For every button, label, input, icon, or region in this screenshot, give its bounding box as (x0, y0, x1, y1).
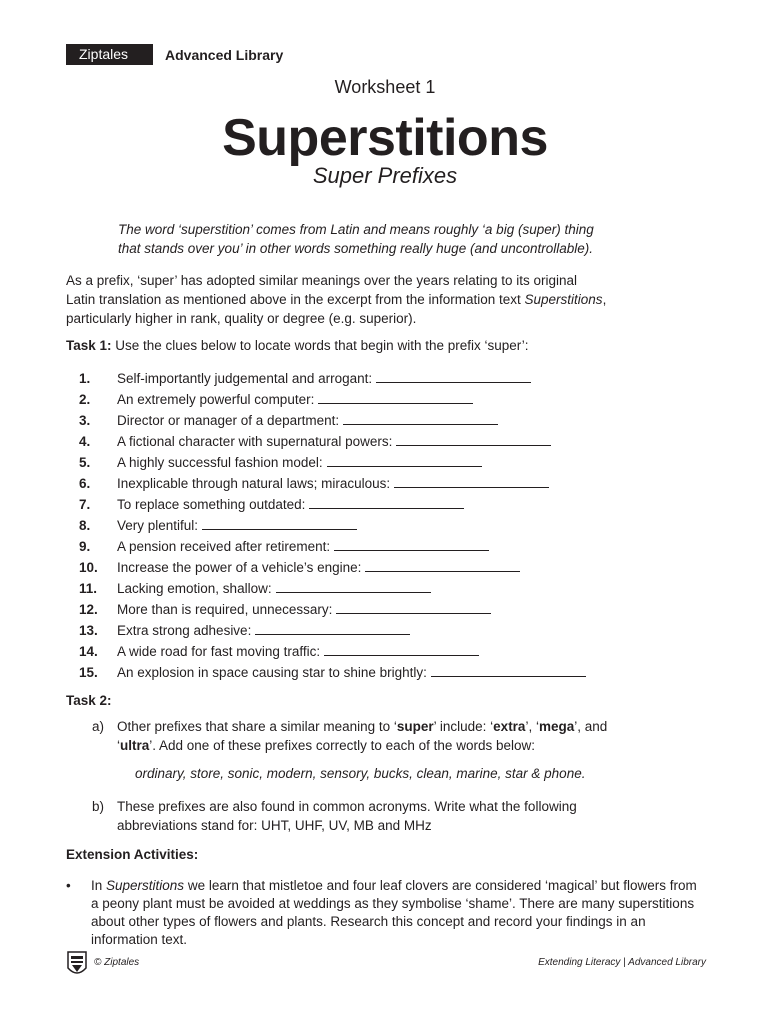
clue-text: An explosion in space causing star to shine brightly: (117, 665, 427, 680)
footer-series: Extending Literacy | Advanced Library (538, 957, 706, 968)
clue-item (66, 473, 586, 494)
clue-text: Extra strong adhesive: (117, 623, 252, 638)
answer-blank[interactable] (276, 578, 431, 593)
clue-item (66, 599, 586, 620)
clue-number: 14. (79, 644, 98, 659)
clue-number: 4. (79, 434, 91, 449)
task1-heading: Task 1: Use the clues below to locate words that begin with the prefix ‘super’: (66, 338, 529, 353)
clue-text: An extremely powerful computer: (117, 392, 315, 407)
answer-blank[interactable] (394, 473, 549, 488)
answer-blank[interactable] (324, 641, 479, 656)
clue-item (66, 368, 586, 389)
clue-item (66, 515, 586, 536)
clue-item (66, 620, 586, 641)
clue-number: 15. (79, 665, 98, 680)
page-title: Superstitions (222, 109, 548, 167)
clue-number: 9. (79, 539, 91, 554)
answer-blank[interactable] (318, 389, 473, 404)
clue-number: 13. (79, 623, 98, 638)
clue-text: Very plentiful: (117, 518, 199, 533)
answer-blank[interactable] (376, 368, 531, 383)
clue-number: 10. (79, 560, 98, 575)
task2-heading: Task 2: (66, 693, 112, 708)
clue-number: 1. (79, 371, 91, 386)
clue-number: 12. (79, 602, 98, 617)
clue-text: A highly successful fashion model: (117, 455, 323, 470)
intro-paragraph: As a prefix, ‘super’ has adopted similar meanings over the years relating to its original Latin translation as mentioned above in the excerpt from the information text Superstitions, particularly higher in rank, quality or degree (e.g. superior). (66, 273, 607, 326)
clue-item (66, 641, 586, 662)
brand-tag: Ziptales (66, 44, 153, 65)
task2-part-a: a) Other prefixes that share a similar meaning to ‘super’ include: ‘extra’, ‘mega’, and ‘ultra’. Add one of these prefixes correctly to each of the words below: (92, 719, 608, 753)
clue-text: Inexplicable through natural laws; miraculous: (117, 476, 391, 491)
clue-number: 6. (79, 476, 91, 491)
clue-number: 2. (79, 392, 91, 407)
clue-item (66, 410, 586, 431)
clue-item (66, 578, 586, 599)
clue-number: 3. (79, 413, 91, 428)
clue-text: Director or manager of a department: (117, 413, 340, 428)
answer-blank[interactable] (202, 515, 357, 530)
worksheet-label: Worksheet 1 (334, 77, 436, 97)
clue-text: A pension received after retirement: (117, 539, 331, 554)
clue-number: 11. (79, 581, 98, 596)
clue-item (66, 557, 586, 578)
footer-copyright: © Ziptales (94, 957, 140, 968)
ziptales-logo-icon (66, 950, 88, 980)
page-subtitle: Super Prefixes (312, 163, 458, 188)
answer-blank[interactable] (431, 662, 586, 677)
task2-part-b: b) These prefixes are also found in common acronyms. Write what the following abbreviations stand for: UHT, UHF, UV, MB and MHz (92, 799, 577, 833)
clue-text: More than is required, unnecessary: (117, 602, 333, 617)
answer-blank[interactable] (343, 410, 498, 425)
clue-text: To replace something outdated: (117, 497, 306, 512)
answer-blank[interactable] (336, 599, 491, 614)
answer-blank[interactable] (396, 431, 551, 446)
clue-item (66, 536, 586, 557)
answer-blank[interactable] (327, 452, 482, 467)
page-footer (66, 950, 706, 980)
word-list: ordinary, store, sonic, modern, sensory, bucks, clean, marine, star & phone. (135, 766, 586, 781)
clue-item (66, 431, 586, 452)
clue-list (66, 368, 586, 683)
clue-item (66, 389, 586, 410)
clue-item (66, 494, 586, 515)
clue-text: Increase the power of a vehicle’s engine: (117, 560, 362, 575)
clue-item (66, 662, 586, 683)
quote-block: The word ‘superstition’ comes from Latin and means roughly ‘a big (super) thing that stands over you’ in other words something really huge (and uncontrollable). (118, 222, 594, 256)
clue-number: 5. (79, 455, 91, 470)
extension-heading: Extension Activities: (66, 847, 199, 862)
library-label: Advanced Library (165, 46, 284, 63)
clue-text: A wide road for fast moving traffic: (117, 644, 321, 659)
page-header (66, 44, 283, 65)
answer-blank[interactable] (334, 536, 489, 551)
clue-text: Self-importantly judgemental and arrogant: (117, 371, 373, 386)
clue-text: A fictional character with supernatural powers: (117, 434, 393, 449)
answer-blank[interactable] (365, 557, 520, 572)
answer-blank[interactable] (309, 494, 464, 509)
clue-text: Lacking emotion, shallow: (117, 581, 272, 596)
clue-item (66, 452, 586, 473)
answer-blank[interactable] (255, 620, 410, 635)
extension-bullet: • In Superstitions we learn that mistletoe and four leaf clovers are considered ‘magical’ but flowers from a peony plant must be avoided at weddings as they symbolise ‘shame’. There are many superstitions about other types of flowers and plants. Research this concept and record your findings in an information text. (66, 878, 697, 947)
clue-number: 8. (79, 518, 91, 533)
clue-number: 7. (79, 497, 91, 512)
